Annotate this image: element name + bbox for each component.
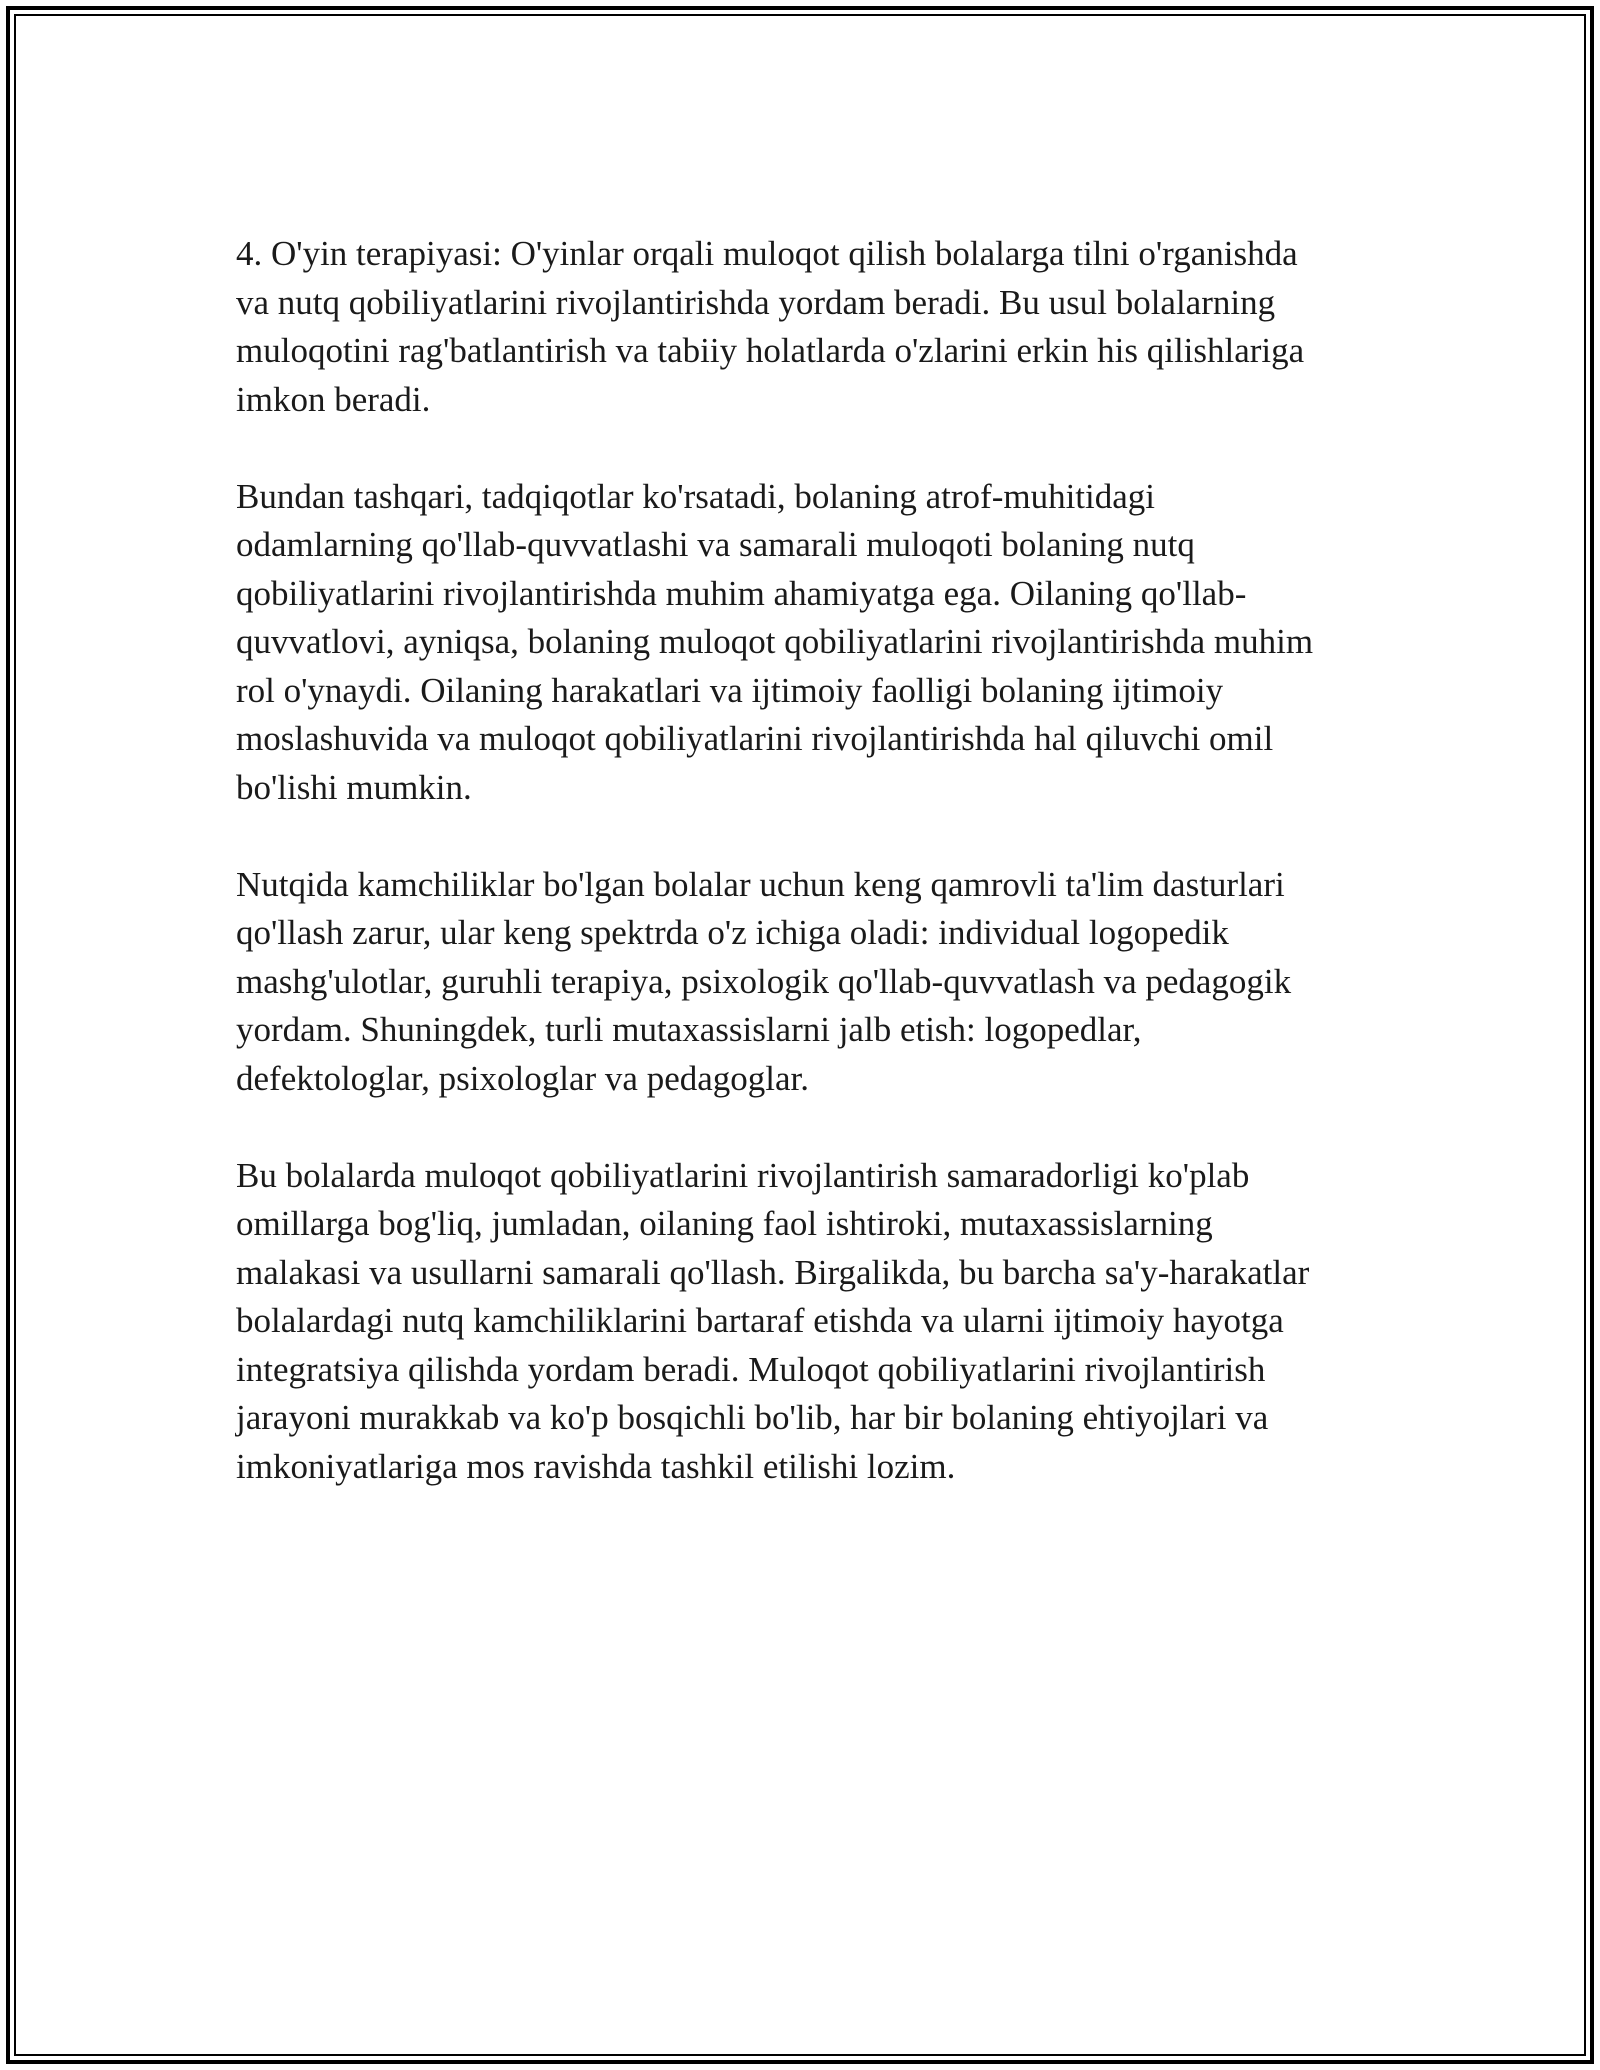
- text-line: integratsiya qilishda yordam beradi. Muloqot qobiliyatlarini rivojlantirish: [236, 1349, 1266, 1389]
- text-line: 4. O'yin terapiyasi: O'yinlar orqali muloqot qilish bolalarga tilni o'rganishda: [236, 234, 1298, 273]
- text-line: omillarga bog'liq, jumladan, oilaning faol ishtiroki, mutaxassislarning: [236, 1204, 1213, 1243]
- text-line: Nutqida kamchiliklar bo'lgan bolalar uchun keng qamrovli ta'lim dasturlari: [236, 864, 1285, 904]
- text-line: va nutq qobiliyatlarini rivojlantirishda yordam beradi. Bu usul bolalarning: [236, 282, 1276, 322]
- text-line: defektologlar, psixologlar va pedagoglar.: [236, 1058, 810, 1098]
- text-line: jarayoni murakkab va ko'p bosqichli bo'lib, har bir bolaning ehtiyojlari va: [236, 1398, 1269, 1437]
- paragraph-education-programs: [236, 861, 1376, 1104]
- text-line: imkon beradi.: [236, 379, 431, 419]
- text-line: yordam. Shuningdek, turli mutaxassislarni jalb etish: logopedlar,: [236, 1010, 1142, 1049]
- text-line: imkoniyatlariga mos ravishda tashkil etilishi lozim.: [236, 1446, 956, 1486]
- text-line: bo'lishi mumkin.: [236, 767, 472, 807]
- text-line: rol o'ynaydi. Oilaning harakatlari va ijtimoiy faolligi bolaning ijtimoiy: [236, 670, 1224, 710]
- text-line: malakasi va usullarni samarali qo'llash. Birgalikda, bu barcha sa'y-harakatlar: [236, 1252, 1310, 1292]
- text-line: Bundan tashqari, tadqiqotlar ko'rsatadi, bolaning atrof-muhitidagi: [236, 476, 1156, 516]
- text-line: mashg'ulotlar, guruhli terapiya, psixologik qo'llab-quvvatlash va pedagogik: [236, 961, 1292, 1001]
- text-line: qo'llash zarur, ular keng spektrda o'z ichiga oladi: individual logopedik: [236, 913, 1229, 952]
- document-body: [236, 230, 1376, 1540]
- paragraph-game-therapy: [236, 230, 1376, 424]
- text-line: Bu bolalarda muloqot qobiliyatlarini rivojlantirish samaradorligi ko'plab: [236, 1155, 1250, 1195]
- text-line: muloqotini rag'batlantirish va tabiiy holatlarda o'zlarini erkin his qilishlariga: [236, 331, 1305, 370]
- text-line: quvvatlovi, ayniqsa, bolaning muloqot qobiliyatlarini rivojlantirishda muhim: [236, 622, 1314, 661]
- text-line: qobiliyatlarini rivojlantirishda muhim ahamiyatga ega. Oilaning qo'llab-: [236, 573, 1247, 613]
- text-line: moslashuvida va muloqot qobiliyatlarini rivojlantirishda hal qiluvchi omil: [236, 719, 1274, 758]
- text-line: odamlarning qo'llab-quvvatlashi va samarali muloqoti bolaning nutq: [236, 525, 1195, 564]
- text-line: bolalardagi nutq kamchiliklarini bartaraf etishda va ularni ijtimoiy hayotga: [236, 1301, 1284, 1340]
- paragraph-effectiveness: [236, 1152, 1376, 1492]
- paragraph-environment-support: [236, 473, 1376, 813]
